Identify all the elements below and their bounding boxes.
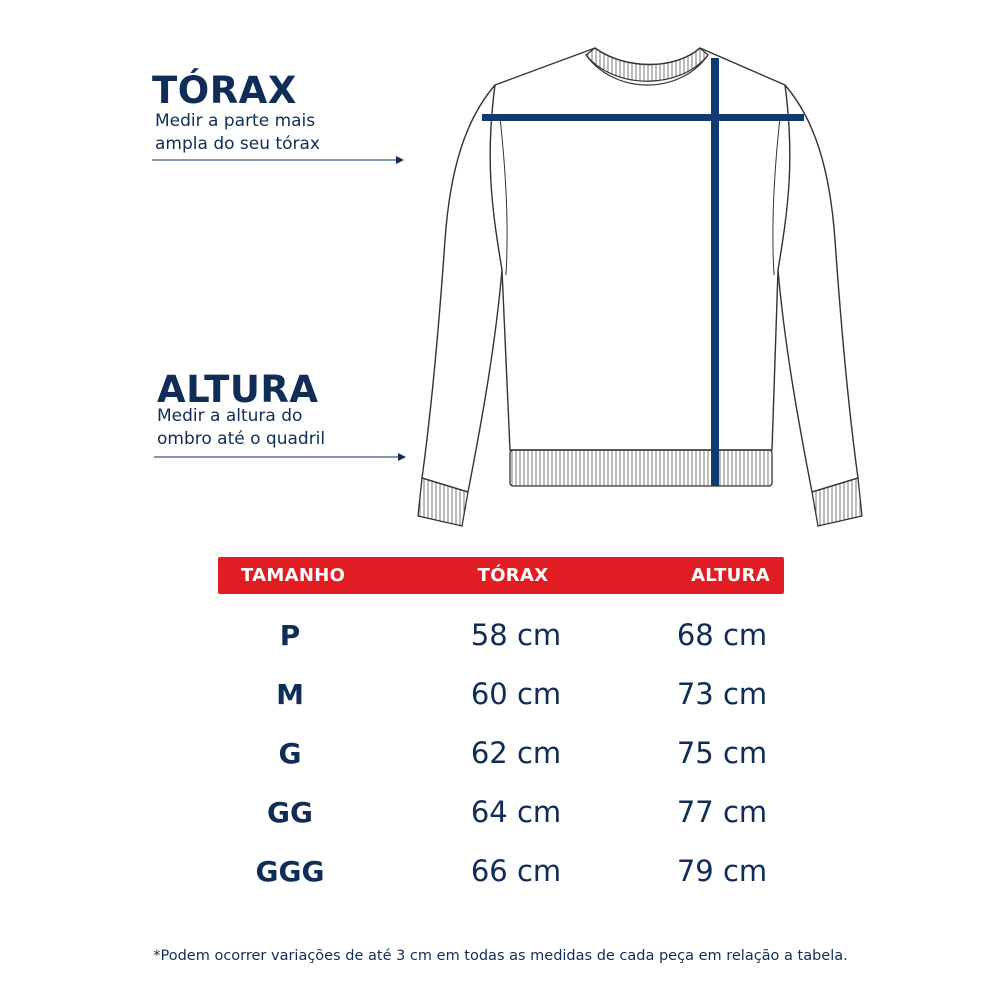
table-row (218, 665, 784, 724)
sweater-illustration (410, 40, 870, 532)
height-cell: 73 cm (676, 677, 768, 711)
size-cell: GGG (255, 855, 325, 888)
size-cell: P (279, 619, 301, 652)
table-row (218, 783, 784, 842)
table-row (218, 724, 784, 783)
chest-cell: 58 cm (470, 618, 562, 652)
height-description (157, 405, 325, 451)
height-arrow-icon (154, 451, 409, 463)
footnote: *Podem ocorrer variações de até 3 cm em todas as medidas de cada peça em relação a tabela. (153, 948, 848, 964)
chest-desc-line1: Medir a parte mais (155, 111, 316, 131)
sweater-body (490, 48, 790, 450)
table-row (218, 606, 784, 665)
size-table-body (218, 606, 784, 901)
height-cell: 77 cm (676, 795, 768, 829)
chest-desc-line2: ampla do seu tórax (155, 134, 320, 154)
height-cell: 75 cm (676, 736, 768, 770)
chest-cell: 62 cm (470, 736, 562, 770)
size-cell: M (276, 678, 304, 711)
size-cell: G (278, 737, 302, 770)
height-measure-line (711, 58, 719, 486)
header-chest: TÓRAX (477, 565, 549, 586)
height-cell: 79 cm (676, 854, 768, 888)
table-row (218, 842, 784, 901)
height-title: ALTURA (157, 368, 319, 411)
chest-title: TÓRAX (152, 69, 297, 112)
chest-cell: 64 cm (470, 795, 562, 829)
height-cell: 68 cm (676, 618, 768, 652)
chest-cell: 66 cm (470, 854, 562, 888)
chest-description (155, 110, 320, 156)
header-height: ALTURA (691, 565, 770, 586)
chest-arrow-icon (152, 154, 407, 166)
chest-measure-line (482, 114, 804, 121)
chest-cell: 60 cm (470, 677, 562, 711)
hem-band (510, 450, 772, 486)
height-desc-line1: Medir a altura do (157, 406, 303, 426)
header-size: TAMANHO (241, 565, 346, 586)
height-desc-line2: ombro até o quadril (157, 429, 326, 449)
size-table-header (218, 557, 784, 594)
size-cell: GG (267, 796, 313, 829)
